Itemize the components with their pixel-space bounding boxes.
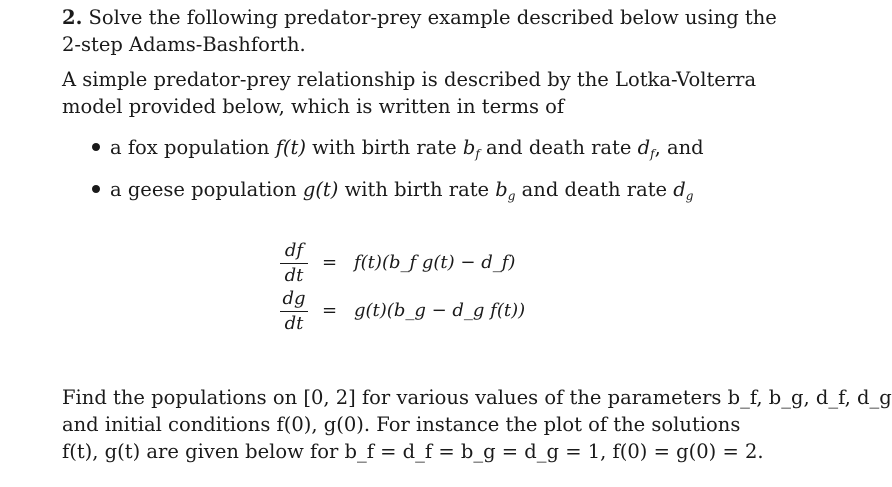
math-var: d [637, 136, 651, 159]
intro-line-1: A simple predator-prey relationship is described by the Lotka-Volterra [62, 68, 757, 91]
intro-line-2: model provided below, which is written in terms of [62, 95, 565, 118]
math-sub: g [685, 189, 694, 203]
bullet-text: with birth rate [338, 178, 496, 201]
final-paragraph [62, 384, 892, 465]
math-fn: g(t) [302, 178, 339, 201]
math-sub: f [475, 147, 480, 161]
math-sub: f [650, 147, 655, 161]
math-fn: f(t) [275, 136, 306, 159]
fraction-dg-dt [280, 288, 308, 335]
equals-sign: = [322, 300, 338, 321]
fraction-numerator: df [284, 240, 304, 261]
problem-number: 2. [62, 6, 83, 29]
final-line-2: and initial conditions f(0), g(0). For instance the plot of the solutions [62, 413, 741, 436]
math-var: d [673, 178, 686, 201]
bullet-geese [92, 178, 693, 203]
problem-heading [62, 4, 777, 58]
bullet-text: a fox population [110, 136, 276, 159]
fraction-numerator: dg [282, 288, 306, 309]
math-sub: g [507, 189, 516, 203]
fraction-denominator: dt [284, 313, 304, 334]
intro-paragraph [62, 66, 756, 120]
final-line-1: Find the populations on [0, 2] for various values of the parameters b_f, b_g, d_f, d_g [62, 386, 892, 409]
bullet-dot-icon [92, 185, 100, 193]
equation-rhs: f(t)(b_f g(t) − d_f) [354, 252, 516, 273]
math-var: b [462, 136, 476, 159]
equation-rhs: g(t)(b_g − d_g f(t)) [354, 300, 526, 321]
equals-sign: = [322, 252, 338, 273]
heading-line-2: 2-step Adams-Bashforth. [62, 33, 306, 56]
final-line-3: f(t), g(t) are given below for b_f = d_f = b_g = d_g = 1, f(0) = g(0) = 2. [62, 440, 764, 463]
bullet-text: , and [654, 136, 704, 159]
heading-line-1: Solve the following predator-prey example described below using the [82, 6, 777, 29]
fraction-denominator: dt [284, 265, 304, 286]
bullet-text: a geese population [110, 178, 303, 201]
fraction-bar [280, 263, 308, 264]
bullet-dot-icon [92, 143, 100, 151]
bullet-text: and death rate [479, 136, 638, 159]
bullet-text: and death rate [515, 178, 674, 201]
fraction-df-dt [280, 240, 308, 287]
math-var: b [495, 178, 508, 201]
fraction-bar [280, 311, 308, 312]
bullet-fox [92, 136, 704, 161]
bullet-text: with birth rate [305, 136, 463, 159]
